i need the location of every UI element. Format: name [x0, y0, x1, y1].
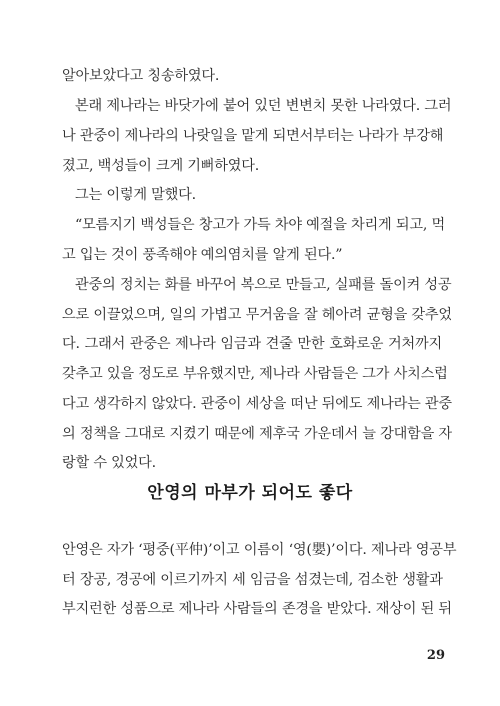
text-line: 본래 제나라는 바닷가에 붙어 있던 변변치 못한 나라였다. 그러 — [75, 98, 452, 114]
text-line: 졌고, 백성들이 크게 기뻐하였다. — [62, 158, 260, 174]
text-line: 안영은 자가 ‘평중(平仲)’이고 이름이 ‘영(嬰)’이다. 제나라 영공부 — [62, 542, 457, 558]
text-line: 관중의 정치는 화를 바꾸어 복으로 만들고, 실패를 돌이켜 성공 — [75, 277, 452, 293]
page-number: 29 — [426, 648, 445, 663]
text-line: 으로 이끌었으며, 일의 가볍고 무거움을 잘 헤아려 균형을 갖추었 — [62, 307, 452, 323]
text-line: 고 입는 것이 풍족해야 예의염치를 알게 된다.” — [62, 247, 343, 263]
text-line: 의 정책을 그대로 지켰기 때문에 제후국 가운데서 늘 강대함을 자 — [62, 426, 452, 442]
text-line: “모름지기 백성들은 창고가 가득 차야 예절을 차리게 되고, 먹 — [75, 217, 445, 233]
text-line: 나 관중이 제나라의 나랏일을 맡게 되면서부터는 나라가 부강해 — [62, 128, 444, 144]
section-heading: 안영의 마부가 되어도 좋다 — [147, 483, 353, 503]
text-line: 알아보았다고 칭송하였다. — [62, 68, 220, 84]
text-line: 그는 이렇게 말했다. — [75, 187, 196, 203]
text-line: 터 장공, 경공에 이르기까지 세 임금을 섬겼는데, 검소한 생활과 — [62, 572, 443, 588]
text-line: 다고 생각하지 않았다. 관중이 세상을 떠난 뒤에도 제나라는 관중 — [62, 396, 452, 412]
text-line: 부지런한 성품으로 제나라 사람들의 존경을 받았다. 재상이 된 뒤 — [62, 601, 452, 617]
text-line: 랑할 수 있었다. — [62, 455, 156, 471]
text-line: 갖추고 있을 정도로 부유했지만, 제나라 사람들은 그가 사치스럽 — [62, 366, 448, 382]
text-line: 다. 그래서 관중은 제나라 임금과 견줄 만한 호화로운 거처까지 — [62, 336, 442, 352]
